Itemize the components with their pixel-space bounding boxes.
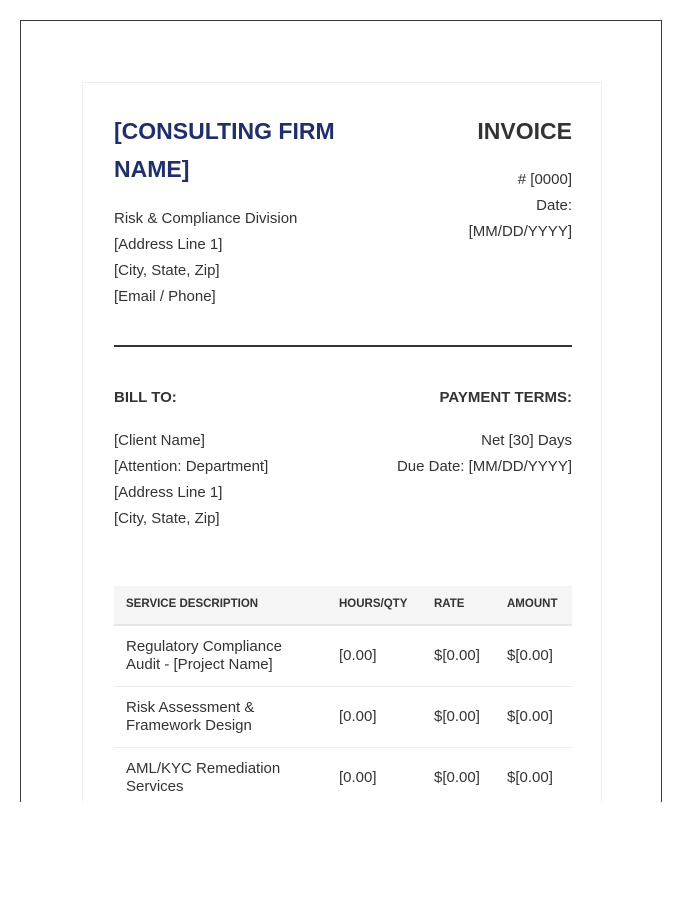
client-attention: [Attention: Department] (114, 458, 269, 475)
invoice-date-label: Date: (536, 197, 572, 214)
firm-address-block (114, 206, 297, 310)
payment-terms-block (397, 428, 572, 480)
service-qty: [0.00] (339, 708, 377, 725)
service-description: Risk Assessment & Framework Design (126, 699, 255, 734)
client-city-state-zip: [City, State, Zip] (114, 510, 220, 527)
invoice-title: INVOICE (477, 118, 572, 144)
column-header-rate: RATE (434, 598, 465, 610)
table-row (114, 748, 572, 802)
table-header (114, 586, 572, 626)
invoice-number: # [0000] (517, 171, 572, 188)
bill-to-heading: BILL TO: (114, 389, 177, 406)
service-description: Regulatory Compliance Audit - [Project Name] (126, 638, 282, 673)
firm-address-line: [Address Line 1] (114, 236, 223, 253)
service-amount: $[0.00] (507, 708, 553, 725)
service-rate: $[0.00] (434, 708, 480, 725)
table-row (114, 626, 572, 687)
firm-contact: [Email / Phone] (114, 288, 216, 305)
invoice-meta (442, 167, 572, 245)
column-header-qty: HOURS/QTY (339, 598, 408, 610)
client-address-line: [Address Line 1] (114, 484, 223, 501)
header-divider (114, 345, 572, 347)
service-amount: $[0.00] (507, 769, 553, 786)
column-header-amount: AMOUNT (507, 598, 558, 610)
service-qty: [0.00] (339, 769, 377, 786)
invoice-date-value: [MM/DD/YYYY] (468, 223, 572, 240)
bill-to-block (114, 428, 268, 532)
document-frame (20, 20, 662, 802)
client-name: [Client Name] (114, 432, 205, 449)
service-description: AML/KYC Remediation Services (126, 760, 281, 795)
table-row (114, 687, 572, 748)
column-header-description: SERVICE DESCRIPTION (126, 598, 259, 610)
invoice-page (82, 82, 602, 802)
firm-division: Risk & Compliance Division (114, 210, 298, 227)
payment-due-date: Due Date: [MM/DD/YYYY] (396, 458, 572, 475)
payment-terms-heading: PAYMENT TERMS: (439, 389, 572, 406)
payment-net-days: Net [30] Days (481, 432, 572, 449)
service-amount: $[0.00] (507, 647, 553, 664)
service-qty: [0.00] (339, 647, 377, 664)
service-rate: $[0.00] (434, 769, 480, 786)
service-rate: $[0.00] (434, 647, 480, 664)
services-table (114, 586, 572, 802)
firm-name: [CONSULTING FIRM NAME] (114, 118, 335, 182)
firm-city-state-zip: [City, State, Zip] (114, 262, 220, 279)
